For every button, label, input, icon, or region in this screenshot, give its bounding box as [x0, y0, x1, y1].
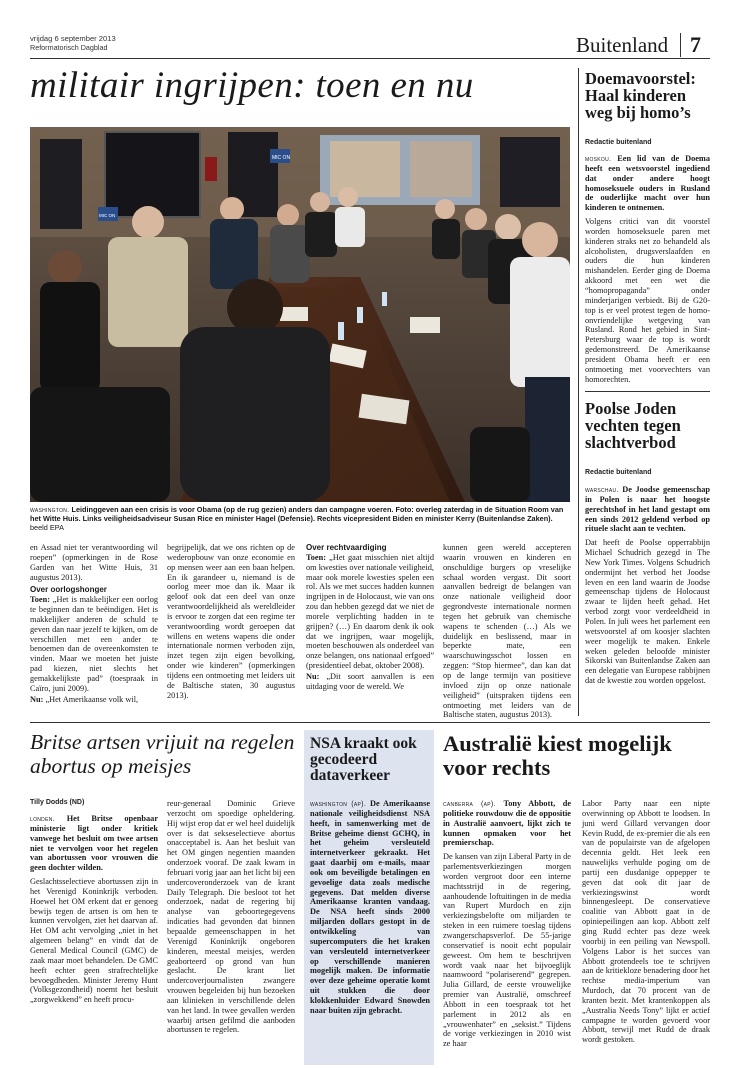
australie-lead: Tony Abbott, de politieke rouwdouw die de oppositie in Australië aanvoert, lijkt zich te kunnen opmaken voor het premierschap. [443, 799, 572, 848]
main-col-2: begrijpelijk, dat we ons richten op de wederopbouw van onze economie en op mensen weer aan een baan helpen. En ik garandeer u, niemand is de oorlog meer moe dan ik. Maar ik geloof ook dat een deel van onze verantwoordelijkheid als wereldleider is ervoor te zorgen dat een regime ter verantwoording wordt geroepen dat willens en wetens wapens die onder internationale normen verboden zijn, inzet tegen zijn eigen bevolking, onder wie kinderen” (opmerkingen tijdens een ontmoeting met leiders uit de Baltische staten, 30 augustus 2013). [167, 543, 295, 700]
issue-date: vrijdag 6 september 2013 [30, 34, 116, 43]
section-title: Buitenland [576, 33, 669, 57]
sidebar2-body [585, 485, 710, 687]
sidebar-divider [578, 68, 579, 716]
sidebar1-text: Volgens critici van dit voorstel worden homoseksuele paren met kinderen straks net zo behandeld als alcoholisten, drugsverslaafden en ouders die hun kinderen mishandelen. Eerder ging de Doema akkoord met een wet die “homopropaganda” onder minderjarigen verbiedt. Bij de G20-top is er veel protest tegen de homo-onvriendelijke wetgeving van Rusland. Rond het gebied in Sint-Petersburg waar de top is wordt gedemonstreerd. De Amerikaanse president Obama heeft er een ontmoeting met voorvechters van homorechten. [585, 217, 710, 384]
bottom-section-rule [30, 722, 710, 723]
sidebar1-body [585, 154, 710, 385]
photo-credit: beeld EPA [30, 523, 64, 533]
col3-quote: „Het gaat misschien niet altijd om kwesties over nationale veiligheid, maar ook morele kwesties spelen een rol. Als we met succes hadden kunnen ingrijpen in de Holocaust, wie van ons zou dan hebben gezegd dat we niet de morele verplichting hadden in te grijpen? (…) En daarom denk ik ook dat we ingrijpen, waar mogelijk, moeten beschouwen als onderdeel van onze belangen, ons nationaal erfgoed” (presidentieel debat, oktober 2008). [306, 552, 434, 671]
britse-headline: Britse artsen vrijuit na regelen abortus op meisjes [30, 730, 295, 778]
lead-nu-2: Nu: [306, 671, 320, 681]
britse-byline: Tilly Dodds (ND) [30, 799, 85, 806]
britse-lead: Het Britse openbaar ministerie ligt onder kritiek vanwege het besluit om twee artsen niet te vervolgen voor het regelen van abortussen voor vrouwen die geen dochter wilden. [30, 814, 159, 873]
australie-headline: Australië kiest mogelijk voor rechts [443, 731, 672, 780]
col1-quote: „Het is makkelijker een oorlog te beginnen dan te beëindigen. Het is makkelijker anderen de schuld te geven dan naar jezelf te kijken, om de verschillen met een ander te benoemen dan de overeenkomsten te vinden. Maar we moeten het juiste pad kiezen, niet slechts het gemakkelijkste pad” (toespraak in Caïro, juni 2009). [30, 595, 159, 693]
col1-quote2: „Het Amerikaanse volk wil, [45, 694, 139, 704]
nsa-body [310, 799, 430, 1016]
photo-label-1: MIC ON [272, 155, 291, 161]
sidebar1-headline: Doemavoorstel: Haal kinderen weg bij homo’s [585, 69, 696, 122]
lead-nu-1: Nu: [30, 694, 44, 704]
masthead-rule [30, 58, 710, 59]
sidebar2-place: warschau. [585, 485, 619, 494]
australie-place: canberra (ap). [443, 799, 496, 808]
sidebar2-lead: De Joodse gemeenschap in Polen is naar het hoogste gerechtshof in het land gestapt om een sinds 2012 geldend verbod op rituele slacht aan te vechten. [585, 485, 711, 534]
lead-toen-2: Toen: [306, 552, 326, 562]
sidebar1-lead: Een lid van de Doema heeft een wetsvoorstel ingediend dat onder andere hoogt homoseksuele ouders in Rusland de ouderlijke macht over hun kinderen te ontnemen. [585, 154, 710, 213]
col3-quote2: „Dit soort aanvallen is een uitdaging voor de wereld. We [306, 671, 434, 691]
britse-col-1 [30, 814, 158, 1006]
australie-col-2: Labor Party naar een nipte overwinning op Abbott te loodsen. In juni werd Gillard vervangen door Kevin Rudd, de ex-premier die als een van de populairste van de afgelopen decennia geldt. Het leek een nauwelijks verhulde poging om de partij een dusdanige oppepper te geven dat ook dit jaar de verkiezingswinst wordt binnengesleept. De conservatieve coalitie van Abbott gaat in de opiniepeilingen aan kop. Abbott zelf ging Rudd echter pas deze week voorbij in een peiling van Newspoll. Volgens Labor is het succes van Abbott grotendeels toe te schrijven aan de kritiekloze benadering door het rechtse media-imperium van Murdoch, dat 70 procent van de kranten bezit. Met krantenkoppen als „Australia Needs Tony” lijkt er actief campagne te worden gevoerd voor Abbott, terwijl met Rudd de draak wordt gestoken. [582, 799, 710, 1045]
caption-text: Leidinggeven aan een crisis is voor Obama (op de rug gezien) anders dan campagne voeren. Foto: overleg zaterdag in de Situation Room van het Witte Huis. Links veiligheidsadviseur Susan Rice en minister Hagel (Defensie). Rechts vicepresident Biden en minister Kerry (Buitenlandse Zaken). [30, 505, 564, 524]
subhead-oorlogshonger: Over oorlogshonger [30, 585, 107, 595]
masthead-divider [680, 33, 681, 57]
sidebar2-byline: Redactie buitenland [585, 469, 652, 476]
sidebar1-byline: Redactie buitenland [585, 139, 652, 146]
main-col-4: kunnen geen wereld accepteren waarin vrouwen en kinderen en onschuldige burgers op vreselijke schaal worden vergast. Dit soort aanvallen bedreigt de belangen van onze nationale veiligheid door gegrondveste internationale normen tegen het gebruik van chemische wapens te schenden (…) Als we duidelijk en beslissend, maar in beperkte mate, een waarschuwingsschot lossen en zeggen: “Stop hiermee”, dan kan dat op de lange termijn van positieve invloed zijn op onze nationale veiligheid” (uitspraken tijdens een ontmoeting met leiders van de Baltische staten, augustus 2013). [443, 543, 571, 720]
page-number: 7 [690, 32, 701, 57]
britse-col-2: reur-generaal Dominic Grieve verzocht om spoedige opheldering. Hij wijst erop dat er wel heel duidelijk over is dat sekseselectieve abortus onacceptabel is. Aan het besluit van het OM gingen negentien maanden onderzoek vooraf. De zaak kwam in februari vorig jaar aan het licht bij een undercoveronderzoek van de krant Daily Telegraph. Die besloot tot het onderzoek, nadat de regering bij analyse van geboortegegevens indicaties had gevonden dat binnen bepaalde gemeenschappen in het Verenigd Koninkrijk ongeboren kinderen, meestal meisjes, werden geaborteerd op grond van hun geslacht. De krant liet undercoverjournalisten zwangere vrouwen begeleiden bij hun bezoeken aan klinieken in verschillende delen van het land. In twee gevallen werden waarbij artsen gefilmd die aanboden abortussen te regelen. [167, 799, 295, 1035]
sidebar2-text: Dat heeft de Poolse opperrabbijn Michael Schudrich gezegd in The New York Times. Volgens Schudrich ondermijnt het verbod het Joodse leven en een land waarin de Joodse gemeenschap tijdens de Holocaust zwaar te lijden heeft gehad. Het verbod zorgt voor verdeeldheid in Polen. In juli wees het parlement een wetsvoorstel af om koosjer slachten weer mogelijk te maken. Enkele weken geleden beloofde minister Sikorski van Buitenlandse Zaken aan een delegatie van Europese rabbijnen dat de kwestie zou worden opgelost. [585, 538, 710, 686]
subhead-rechtvaardiging: Over rechtvaardiging [306, 543, 387, 552]
main-col1-text: en Assad niet ter verantwoording wil roepen” (opmerkingen in de Rose Garden van het Witte Huis, 31 augustus 2013). [30, 543, 158, 582]
sidebar2-headline: Poolse Joden vechten tegen slachtverbod [585, 399, 681, 452]
nsa-headline: NSA kraakt ook gecodeerd dataverkeer [310, 735, 417, 784]
caption-place: washington. [30, 505, 70, 514]
australie-col-1 [443, 799, 571, 1050]
australie-col1-text: De kansen van zijn Liberal Party in de parlementsverkiezingen morgen worden vergroot door een interne machtsstrijd in de regering, aanhoudende loftuitingen in de media van Rupert Murdoch en zijn verkiezingsbelofte om miljarden te steken in een ruimere toeslag tijdens zwangerschapsverlof. De 55-jarige conservatief is nooit echt populair geweest. Om hem te beschrijven wordt vaak naar het bijvoeglijk naamwoord “polariserend” gegrepen. Julia Gillard, de eerste vrouwelijke premier van Australië, omschreef Abbott in een toespraak tot het parlement in 2012 als en „vrouwenhater” en „seksist.” Tijdens de vorige verkiezingen in 2010 wist ze haar [443, 852, 571, 1049]
britse-place: londen. [30, 814, 55, 823]
sidebar1-place: moskou. [585, 154, 612, 163]
nsa-text: De Amerikaanse nationale veiligheidsdienst NSA heeft, in samenwerking met de Britse geheime dienst GCHQ, in het geheim versleuteld internetverkeer gekraakt. Het gaat daarbij om e-mails, maar ook om beveiligde betalingen en gevoelige data zoals medische gegevens. Dat melden diverse Amerikaanse kranten vandaag. De NSA heeft sinds 2000 miljarden dollars gestopt in de ontwikkeling van supercomputers die het kraken van versleuteld internetverkeer op verschillende manieren mogelijk maken. De informatie over deze geheime operatie komt uit stukken die door klokkenluider Edward Snowden naar buiten zijn gebracht. [310, 799, 430, 1015]
sidebar-rule [585, 391, 710, 392]
main-col-1 [30, 543, 158, 706]
photo-caption [30, 505, 570, 533]
lead-toen-1: Toen: [30, 595, 50, 605]
main-headline: militair ingrijpen: toen en nu [30, 65, 474, 106]
paper-name: Reformatorisch Dagblad [30, 43, 108, 52]
situation-room-photo [30, 127, 570, 502]
photo-illustration [30, 127, 570, 502]
main-col-3 [306, 543, 434, 693]
britse-col1-text: Geslachtsselectieve abortussen zijn in het Verenigd Koninkrijk verboden. Hoewel het OM erkent dat er genoeg bewijs tegen de artsen is om hen te kunnen vervolgen, ziet het daarvan af. Het OM acht vervolging „niet in het algemeen belang” en vindt dat de General Medical Council (GMC) de zaak maar moet behandelen. De GMC heeft echter geen strafrechtelijke bevoegdheden. Minister Jeremy Hunt (Volksgezondheid) noemt het besluit „zorgwekkend” en heeft procu- [30, 877, 158, 1005]
nsa-place: washington (ap). [310, 799, 367, 808]
photo-label-2: MIC ON [99, 213, 116, 218]
